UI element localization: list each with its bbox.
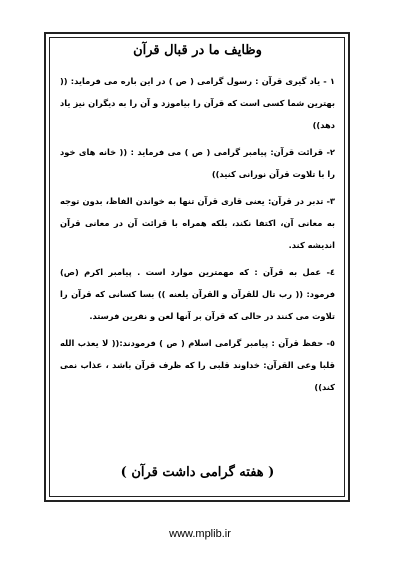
document-body — [60, 70, 335, 403]
footer-url[interactable]: www.mplib.ir — [169, 528, 231, 540]
paragraph-4: ٤- عمل به قرآن : که مهمترین موارد است . پیامبر اکرم (ص) فرمود: (( رب تال للقرآن و القرآن یلعنه )) بسا کسانی که قرآن را تلاوت می کنند در حالی که قرآن بر آنها لعن و نفرین فرستد. — [60, 267, 335, 321]
paragraph-5: ٥- حفظ قرآن : پیامبر گرامی اسلام ( ص ) فرمودند:(( لا یعذب الله قلبا وعی القرآن: خداوند قلبی را که ظرف قرآن باشد ، عذاب نمی کند)) — [60, 338, 335, 392]
week-motto: ( هفته گرامی داشت قرآن ) — [120, 465, 275, 480]
page-title: وظایف ما در قبال قرآن — [133, 43, 262, 58]
paragraph-1: ۱ - یاد گیری قرآن : رسول گرامی ( ص ) در این باره می فرماید: (( بهترین شما کسی است که قرآن را بیاموزد و آن را به دیگران نیز یاد دهد)) — [60, 76, 335, 130]
paragraph-2: ۲- قرائت قرآن: پیامبر گرامی ( ص ) می فرماید : (( خانه های خود را با تلاوت قرآن نورانی کنید)) — [60, 147, 335, 179]
paragraph-3: ۳- تدبر در قرآن: یعنی قاری قرآن تنها به خواندن الفاظ، بدون توجه به معانی آن، اکتفا نکند، بلکه همراه با قرائت آن در معانی قرآن اندیشه کند. — [60, 196, 335, 250]
